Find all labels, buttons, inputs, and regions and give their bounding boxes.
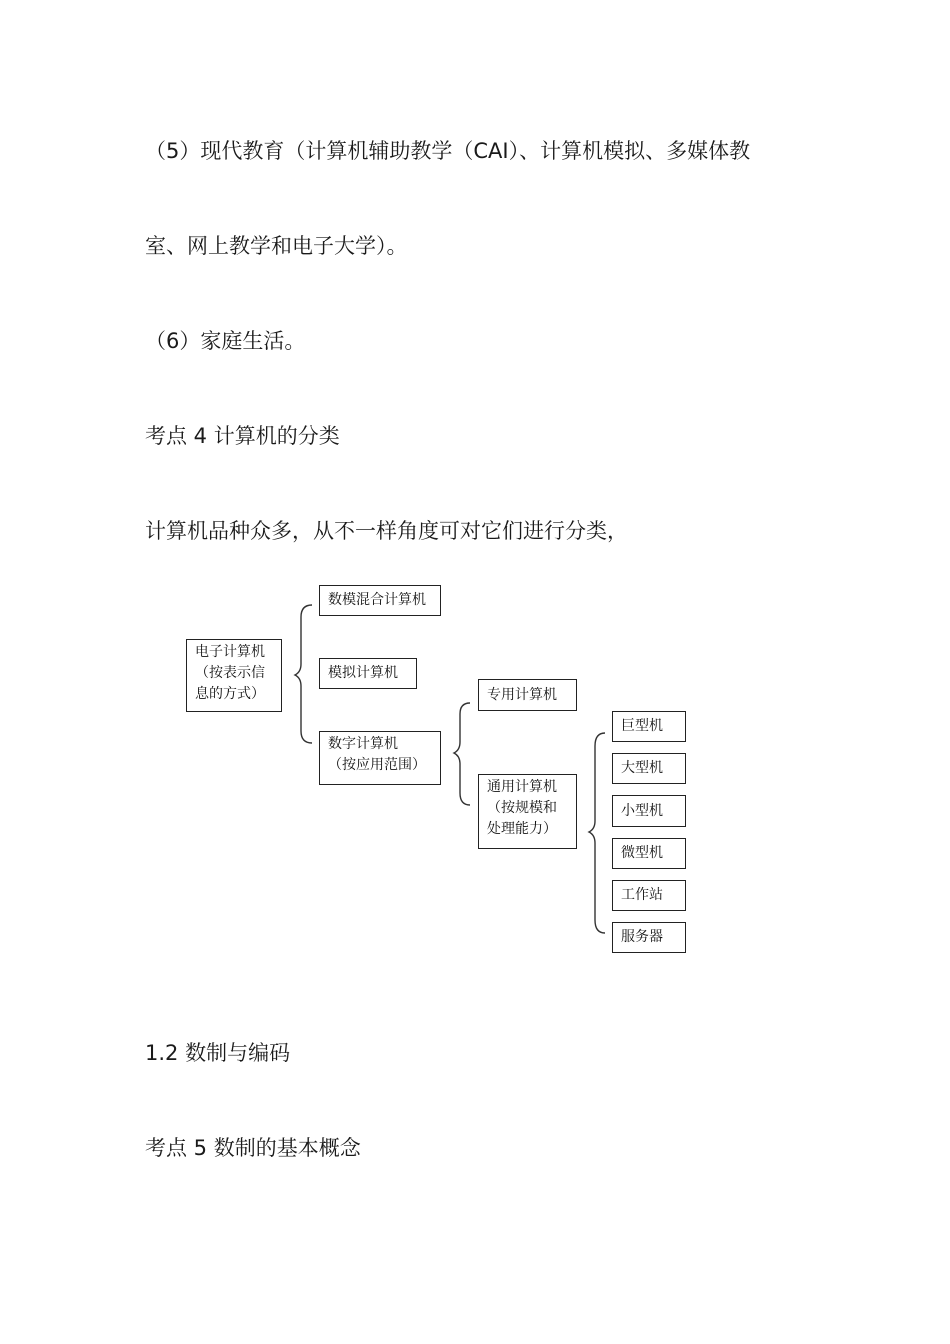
heading-kaodian-5: 考点 5 数制的基本概念	[145, 1136, 361, 1160]
brace-digital	[454, 703, 470, 805]
box-special-computer: 专用计算机	[478, 679, 577, 711]
heading-kaodian-4: 考点 4 计算机的分类	[145, 424, 340, 448]
box-workstation: 工作站	[612, 880, 686, 911]
box-hybrid-computer: 数模混合计算机	[319, 585, 441, 616]
brace-general	[589, 733, 605, 933]
box-giant-computer: 巨型机	[612, 711, 686, 742]
paragraph-classification-intro: 计算机品种众多，从不一样角度可对它们进行分类，	[145, 519, 628, 543]
box-small-computer: 小型机	[612, 795, 686, 827]
paragraph-modern-education-line1: （5）现代教育（计算机辅助教学（CAI）、计算机模拟、多媒体教	[145, 139, 751, 163]
box-server: 服务器	[612, 922, 686, 953]
box-general-computer: 通用计算机 （按规模和 处理能力）	[478, 774, 577, 849]
box-analog-computer: 模拟计算机	[319, 658, 417, 689]
brace-root	[295, 605, 312, 743]
box-electronic-computer: 电子计算机 （按表示信 息的方式）	[186, 639, 282, 712]
box-digital-computer: 数字计算机 （按应用范围）	[319, 731, 441, 785]
heading-section-1-2: 1.2 数制与编码	[145, 1041, 291, 1065]
paragraph-modern-education-line2: 室、网上教学和电子大学）。	[145, 234, 408, 258]
paragraph-family-life: （6）家庭生活。	[145, 329, 306, 353]
box-large-computer: 大型机	[612, 753, 686, 784]
box-micro-computer: 微型机	[612, 838, 686, 869]
